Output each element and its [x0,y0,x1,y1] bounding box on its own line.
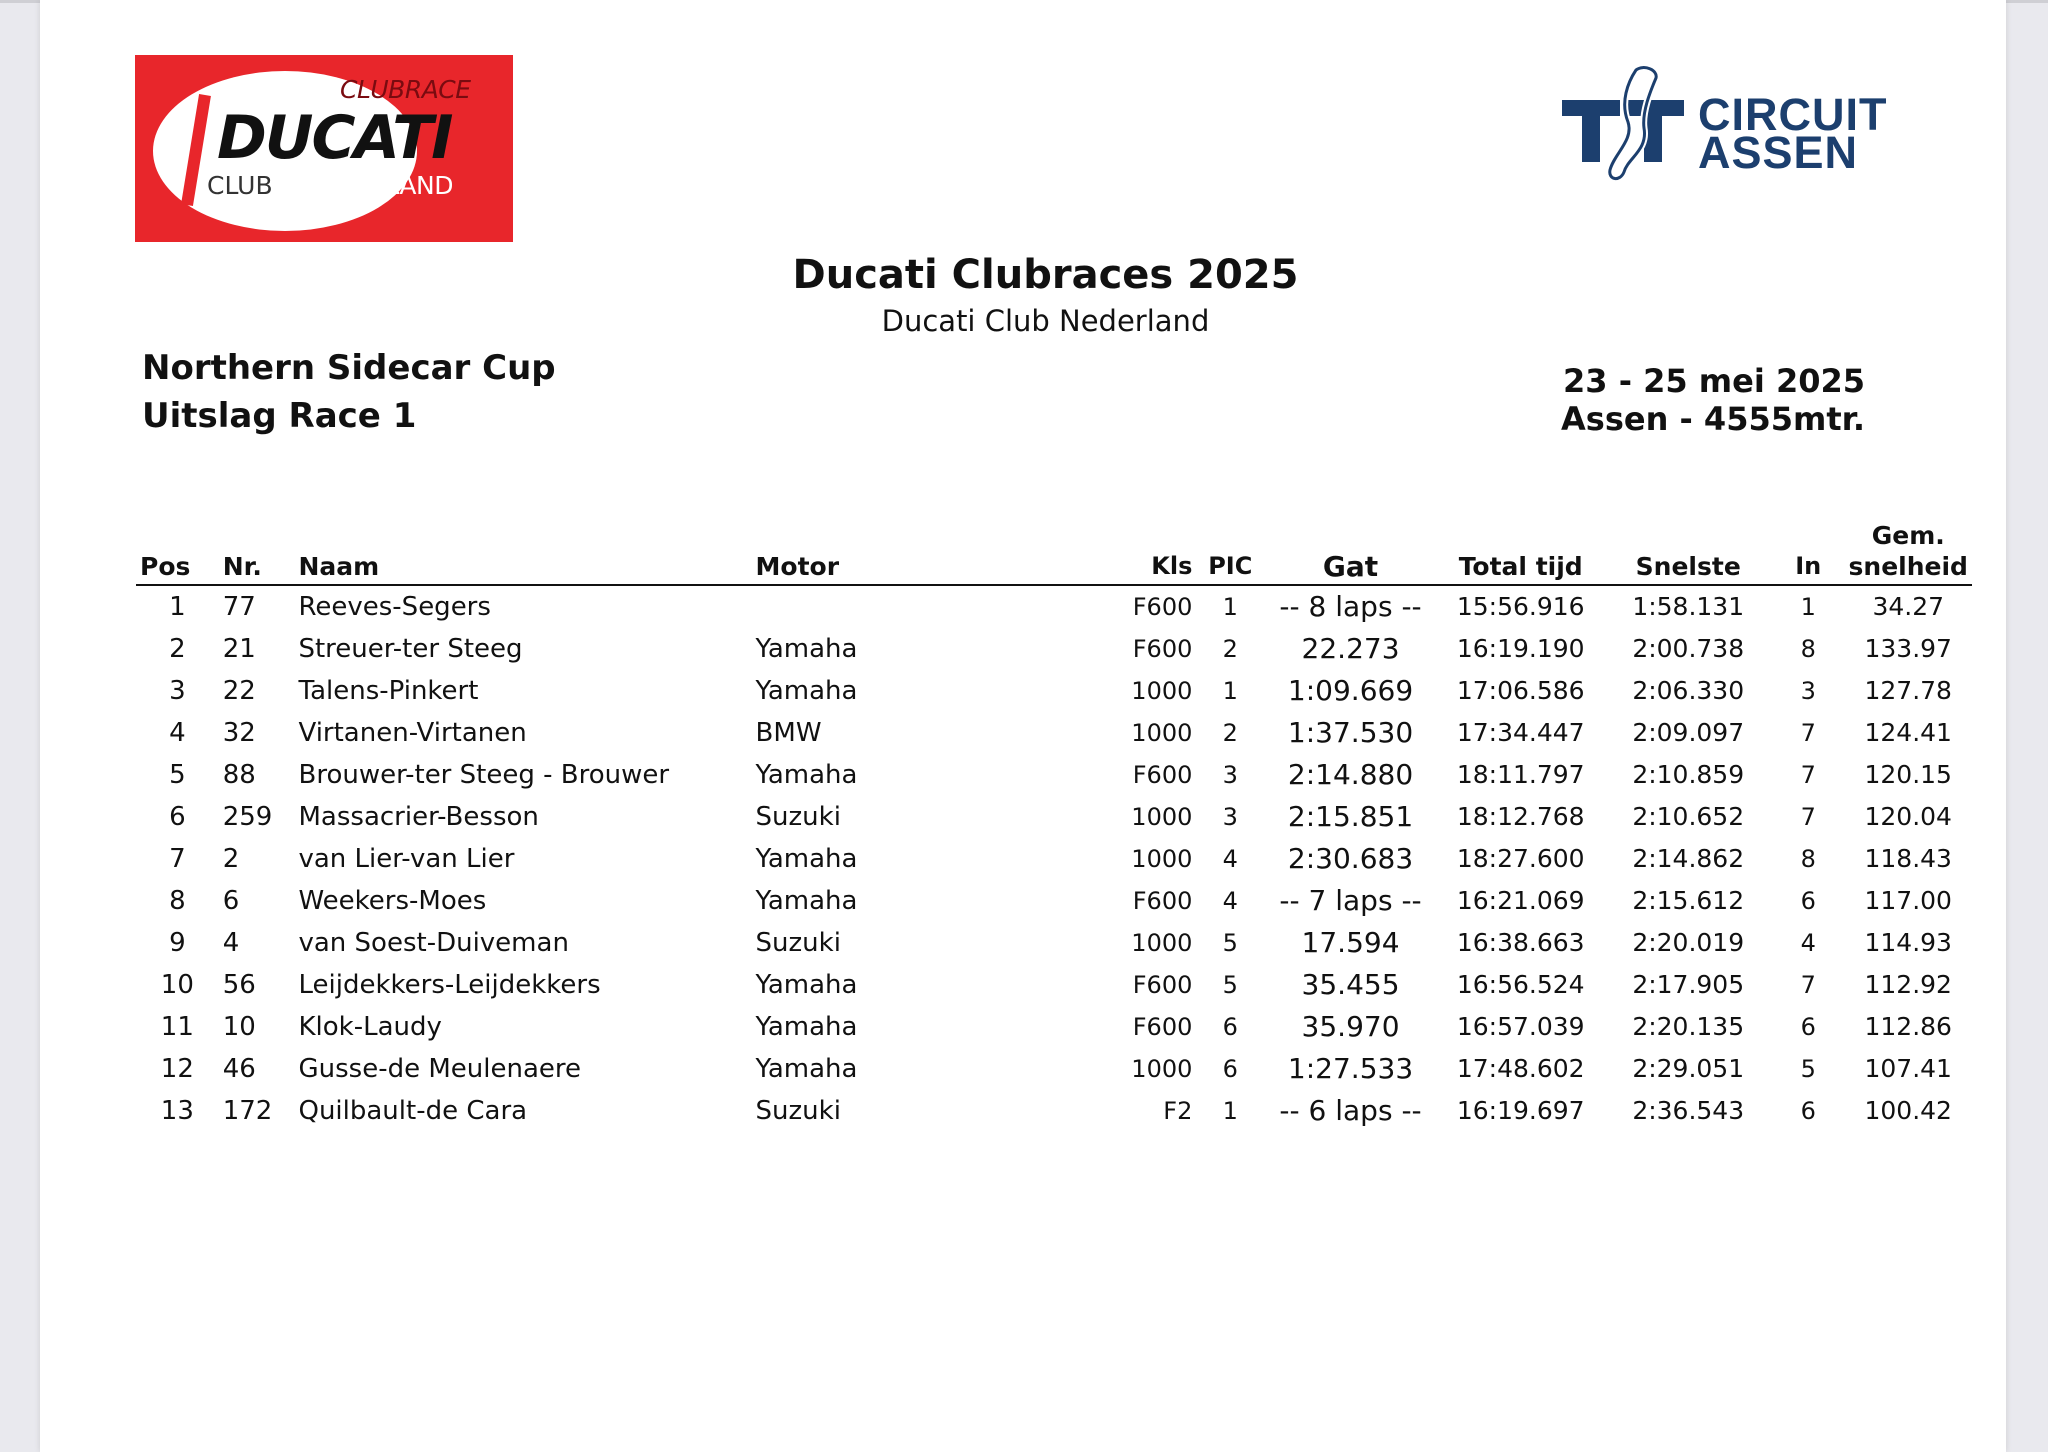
col-pic: PIC [1196,520,1264,585]
race-name: Uitslag Race 1 [142,396,417,436]
cell-pos: 5 [169,760,186,790]
cell-nr: 6 [222,886,240,916]
logo-assen-text: ASSEN [1698,127,1859,178]
cell-total: 16:19.190 [1456,634,1585,663]
col-gem-line2: snelheid [1848,552,1968,581]
event-dates: 23 - 25 mei 2025 [1563,362,1865,400]
cell-gem-snelheid: 120.15 [1864,760,1952,789]
logo-nederland-text: NEDERLAND [301,171,453,200]
cell-pic: 3 [1222,803,1238,831]
cell-gem-snelheid: 120.04 [1864,802,1952,831]
table-row [136,880,1972,922]
cell-gat: 1:09.669 [1287,674,1414,707]
cell-in: 8 [1800,845,1816,873]
table-header-row [136,520,1972,585]
table-row [136,1048,1972,1090]
cell-nr: 4 [222,928,240,958]
cell-naam: Virtanen-Virtanen [298,718,527,748]
cell-in: 3 [1800,677,1816,705]
cell-naam: van Lier-van Lier [298,844,515,874]
cell-in: 6 [1800,1097,1816,1125]
cell-in: 5 [1800,1055,1816,1083]
table-row [136,796,1972,838]
tt-circuit-assen-logo [1558,62,1908,187]
col-motor: Motor [752,520,1077,585]
cell-gem-snelheid: 112.92 [1864,970,1952,999]
cell-pic: 2 [1222,635,1238,663]
cell-in: 4 [1800,929,1816,957]
col-naam: Naam [294,520,751,585]
cell-pic: 1 [1222,593,1238,621]
logo-ducati-text: DUCATI [217,103,452,173]
col-pos: Pos [136,520,219,585]
cell-kls: F600 [1132,1013,1193,1041]
cell-gat: -- 8 laps -- [1279,590,1422,623]
cell-kls: F600 [1132,635,1193,663]
cell-gat: 1:27.533 [1287,1052,1414,1085]
cell-motor: Yamaha [755,1012,858,1042]
table-row [136,1006,1972,1048]
cell-kls: F600 [1132,593,1193,621]
page-title: Ducati Clubraces 2025 [792,252,1299,298]
cell-pos: 11 [160,1012,194,1042]
cell-total: 17:06.586 [1456,676,1585,705]
cell-snelste: 2:20.019 [1632,928,1745,957]
cell-nr: 2 [222,844,240,874]
col-nr: Nr. [219,520,295,585]
cell-kls: F600 [1132,971,1193,999]
cell-nr: 22 [222,676,256,706]
table-row [136,628,1972,670]
table-row [136,838,1972,880]
cell-pos: 1 [169,592,186,622]
cell-in: 6 [1800,887,1816,915]
cell-naam: Quilbault-de Cara [298,1096,528,1126]
cell-snelste: 2:06.330 [1632,676,1745,705]
cell-gem-snelheid: 100.42 [1864,1096,1952,1125]
cell-naam: Leijdekkers-Leijdekkers [298,970,601,1000]
cell-snelste: 2:10.652 [1632,802,1745,831]
cell-motor: Yamaha [755,1054,858,1084]
logo-circuit-text: CIRCUIT [1698,89,1888,140]
cell-pos: 6 [169,802,186,832]
cell-naam: Talens-Pinkert [298,676,479,706]
cell-gem-snelheid: 107.41 [1864,1054,1952,1083]
cell-naam: Streuer-ter Steeg [298,634,523,664]
cell-nr: 56 [222,970,256,1000]
cell-snelste: 2:15.612 [1632,886,1745,915]
cell-snelste: 2:29.051 [1632,1054,1745,1083]
cell-total: 18:12.768 [1456,802,1585,831]
cell-motor: Yamaha [755,634,858,664]
cell-kls: 1000 [1131,929,1193,957]
race-class: Northern Sidecar Cup [142,348,556,388]
cell-gem-snelheid: 117.00 [1864,886,1952,915]
page-subtitle: Ducati Club Nederland [881,304,1210,338]
cell-in: 8 [1800,635,1816,663]
cell-kls: 1000 [1131,845,1193,873]
logo-club-text: CLUB [207,171,273,200]
col-gat: Gat [1264,520,1437,585]
logo-clubrace-text: CLUBRACE [340,75,471,104]
cell-pos: 10 [160,970,194,1000]
cell-total: 15:56.916 [1456,592,1585,621]
cell-pic: 1 [1222,1097,1238,1125]
cell-kls: F2 [1163,1097,1193,1125]
cell-nr: 259 [222,802,273,832]
cell-gem-snelheid: 127.78 [1864,676,1952,705]
cell-snelste: 2:09.097 [1632,718,1745,747]
cell-snelste: 2:00.738 [1632,634,1745,663]
cell-in: 7 [1800,719,1816,747]
results-body [136,585,1972,1132]
cell-gat: 2:14.880 [1287,758,1414,791]
cell-nr: 46 [222,1054,256,1084]
table-row [136,922,1972,964]
cell-in: 7 [1800,803,1816,831]
results-table [136,520,1972,1132]
cell-gem-snelheid: 124.41 [1864,718,1952,747]
cell-motor: BMW [755,718,822,748]
cell-naam: Brouwer-ter Steeg - Brouwer [298,760,670,790]
cell-snelste: 2:20.135 [1632,1012,1745,1041]
cell-pic: 6 [1222,1013,1238,1041]
cell-naam: van Soest-Duiveman [298,928,569,958]
cell-gat: 17.594 [1301,926,1400,959]
table-row [136,754,1972,796]
cell-pos: 13 [160,1096,194,1126]
cell-total: 16:57.039 [1456,1012,1585,1041]
cell-nr: 77 [222,592,256,622]
cell-naam: Klok-Laudy [298,1012,442,1042]
cell-total: 17:48.602 [1456,1054,1585,1083]
table-row [136,712,1972,754]
tt-emblem-icon [1558,62,1698,187]
cell-naam: Gusse-de Meulenaere [298,1054,581,1084]
col-in: In [1772,520,1845,585]
cell-in: 6 [1800,1013,1816,1041]
col-kls: Kls [1077,520,1196,585]
cell-gat: 35.970 [1301,1010,1400,1043]
col-gem-line1: Gem. [1871,521,1945,550]
cell-motor: Suzuki [755,928,841,958]
col-total: Total tijd [1437,520,1605,585]
cell-gem-snelheid: 34.27 [1872,592,1945,621]
cell-pos: 3 [169,676,186,706]
cell-gem-snelheid: 133.97 [1864,634,1952,663]
cell-total: 17:34.447 [1456,718,1585,747]
cell-total: 16:38.663 [1456,928,1585,957]
table-row [136,670,1972,712]
cell-kls: 1000 [1131,719,1193,747]
table-row [136,1090,1972,1132]
cell-motor [752,585,1077,628]
cell-gat: -- 7 laps -- [1279,884,1422,917]
cell-snelste: 2:10.859 [1632,760,1745,789]
cell-pic: 3 [1222,761,1238,789]
cell-snelste: 2:36.543 [1632,1096,1745,1125]
cell-motor: Suzuki [755,1096,841,1126]
cell-naam: Reeves-Segers [298,592,491,622]
cell-pos: 12 [160,1054,194,1084]
ducati-club-logo [135,55,513,242]
document-page [40,0,2006,1452]
cell-pos: 4 [169,718,186,748]
cell-total: 18:11.797 [1456,760,1585,789]
cell-pos: 7 [169,844,186,874]
cell-motor: Yamaha [755,844,858,874]
col-snelste: Snelste [1605,520,1772,585]
cell-gat: 2:15.851 [1287,800,1414,833]
cell-in: 7 [1800,761,1816,789]
cell-nr: 21 [222,634,256,664]
cell-gat: 1:37.530 [1287,716,1414,749]
cell-pic: 6 [1222,1055,1238,1083]
cell-pos: 8 [169,886,186,916]
cell-pic: 5 [1222,929,1238,957]
cell-naam: Weekers-Moes [298,886,487,916]
cell-kls: F600 [1132,761,1193,789]
cell-naam: Massacrier-Besson [298,802,539,832]
cell-gem-snelheid: 112.86 [1864,1012,1952,1041]
cell-motor: Yamaha [755,886,858,916]
cell-motor: Yamaha [755,760,858,790]
cell-total: 16:19.697 [1456,1096,1585,1125]
cell-nr: 32 [222,718,256,748]
cell-gem-snelheid: 114.93 [1864,928,1952,957]
cell-pic: 4 [1222,887,1238,915]
cell-motor: Yamaha [755,970,858,1000]
event-venue: Assen - 4555mtr. [1561,400,1865,438]
cell-total: 16:21.069 [1456,886,1585,915]
cell-gat: 22.273 [1301,632,1400,665]
cell-kls: 1000 [1131,1055,1193,1083]
cell-total: 18:27.600 [1456,844,1585,873]
cell-pic: 5 [1222,971,1238,999]
cell-pic: 2 [1222,719,1238,747]
cell-kls: F600 [1132,887,1193,915]
cell-motor: Yamaha [755,676,858,706]
cell-motor: Suzuki [755,802,841,832]
cell-pos: 2 [169,634,186,664]
cell-snelste: 2:14.862 [1632,844,1745,873]
cell-in: 7 [1800,971,1816,999]
cell-snelste: 1:58.131 [1632,592,1745,621]
cell-pic: 4 [1222,845,1238,873]
cell-pos: 9 [169,928,186,958]
cell-kls: 1000 [1131,677,1193,705]
table-row [136,585,1972,628]
cell-kls: 1000 [1131,803,1193,831]
cell-nr: 10 [222,1012,256,1042]
cell-snelste: 2:17.905 [1632,970,1745,999]
cell-nr: 88 [222,760,256,790]
cell-pic: 1 [1222,677,1238,705]
cell-gat: 2:30.683 [1287,842,1414,875]
cell-in: 1 [1800,593,1816,621]
cell-total: 16:56.524 [1456,970,1585,999]
col-gem-snelheid [1844,520,1972,585]
cell-gat: 35.455 [1301,968,1400,1001]
cell-gat: -- 6 laps -- [1279,1094,1422,1127]
table-row [136,964,1972,1006]
cell-nr: 172 [222,1096,273,1126]
cell-gem-snelheid: 118.43 [1864,844,1952,873]
